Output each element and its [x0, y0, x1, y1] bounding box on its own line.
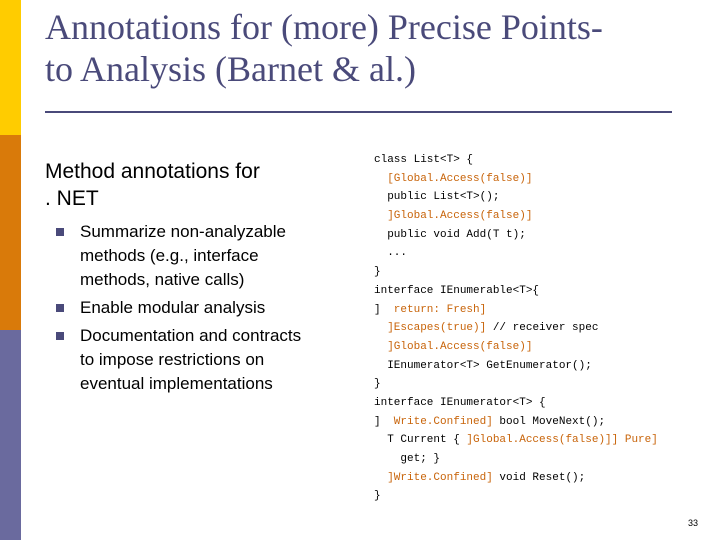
code-text — [374, 173, 387, 185]
code-line — [374, 263, 714, 282]
bullet-list — [45, 220, 345, 396]
bullet-line: eventual implementations — [80, 374, 273, 393]
code-line — [374, 244, 714, 263]
code-line — [374, 357, 714, 376]
code-annotation: ]Escapes(true)] — [387, 322, 487, 335]
code-text: ] — [374, 303, 388, 316]
code-text: } — [374, 490, 381, 503]
code-line — [374, 207, 714, 226]
code-annotation: ]Global.Access(false)] — [387, 340, 533, 353]
code-line — [374, 394, 714, 413]
code-text: class List<T> { — [374, 154, 474, 166]
bullet-item — [45, 220, 345, 292]
code-text — [374, 210, 387, 222]
code-text — [374, 472, 387, 484]
code-annotation: ]Write.Confined] — [387, 471, 493, 484]
code-line — [374, 413, 714, 432]
code-line — [374, 487, 714, 506]
accent-bar-purple — [0, 330, 21, 540]
code-text: T Current { — [374, 434, 467, 447]
page-number: 33 — [688, 518, 699, 528]
code-annotation: [Global.Access(false)] — [387, 172, 533, 185]
code-annotation: Write.Confined] — [387, 415, 493, 428]
code-line — [374, 319, 714, 338]
title-line: Annotations for (more) Precise Points- — [45, 7, 603, 47]
code-text: ... — [374, 247, 408, 260]
left-column — [45, 158, 345, 400]
code-text: public List<T>(); — [374, 191, 500, 204]
code-line — [374, 301, 714, 320]
code-line — [374, 151, 714, 170]
code-annotation: ]Global.Access(false)]] Pure] — [466, 434, 658, 447]
code-text: } — [374, 266, 381, 279]
code-line — [374, 338, 714, 357]
code-annotation: return: Fresh] — [387, 303, 487, 316]
main-point-line: . NET — [45, 187, 99, 210]
title-line: to Analysis (Barnet & al.) — [45, 49, 416, 89]
code-text — [374, 322, 387, 334]
bullet-line: Enable modular analysis — [80, 298, 266, 317]
code-line — [374, 469, 714, 488]
main-point-line: Method annotations for — [45, 160, 260, 183]
code-text: public void Add(T t); — [374, 228, 526, 241]
code-text: ] — [374, 415, 388, 428]
main-point — [45, 158, 345, 212]
bullet-line: methods (e.g., interface — [80, 246, 259, 265]
code-text: interface IEnumerator<T> { — [374, 396, 546, 409]
bullet-item — [45, 296, 345, 320]
code-text: void Reset(); — [492, 471, 586, 484]
code-text: } — [374, 378, 381, 391]
code-text — [374, 341, 387, 353]
square-bullet-icon — [56, 304, 64, 312]
accent-bar-yellow — [0, 0, 21, 135]
code-text: get; } — [374, 453, 441, 465]
square-bullet-icon — [56, 228, 64, 236]
bullet-line: to impose restrictions on — [80, 350, 265, 369]
code-line — [374, 450, 714, 469]
code-listing — [374, 151, 714, 506]
bullet-item — [45, 324, 345, 396]
code-text: interface IEnumerable<T>{ — [374, 284, 540, 297]
code-line — [374, 226, 714, 245]
bullet-line: methods, native calls) — [80, 270, 245, 289]
code-text: bool MoveNext(); — [492, 415, 606, 428]
code-line — [374, 188, 714, 207]
accent-bar-orange — [0, 135, 21, 330]
code-line — [374, 431, 714, 450]
title-divider — [45, 111, 672, 113]
code-line — [374, 282, 714, 301]
code-line — [374, 170, 714, 189]
code-text: // receiver spec — [486, 322, 599, 335]
slide-title — [45, 6, 695, 90]
bullet-line: Summarize non-analyzable — [80, 222, 286, 241]
square-bullet-icon — [56, 332, 64, 340]
code-text: IEnumerator<T> GetEnumerator(); — [374, 359, 592, 372]
code-annotation: ]Global.Access(false)] — [387, 210, 533, 223]
code-line — [374, 375, 714, 394]
bullet-line: Documentation and contracts — [80, 326, 302, 345]
